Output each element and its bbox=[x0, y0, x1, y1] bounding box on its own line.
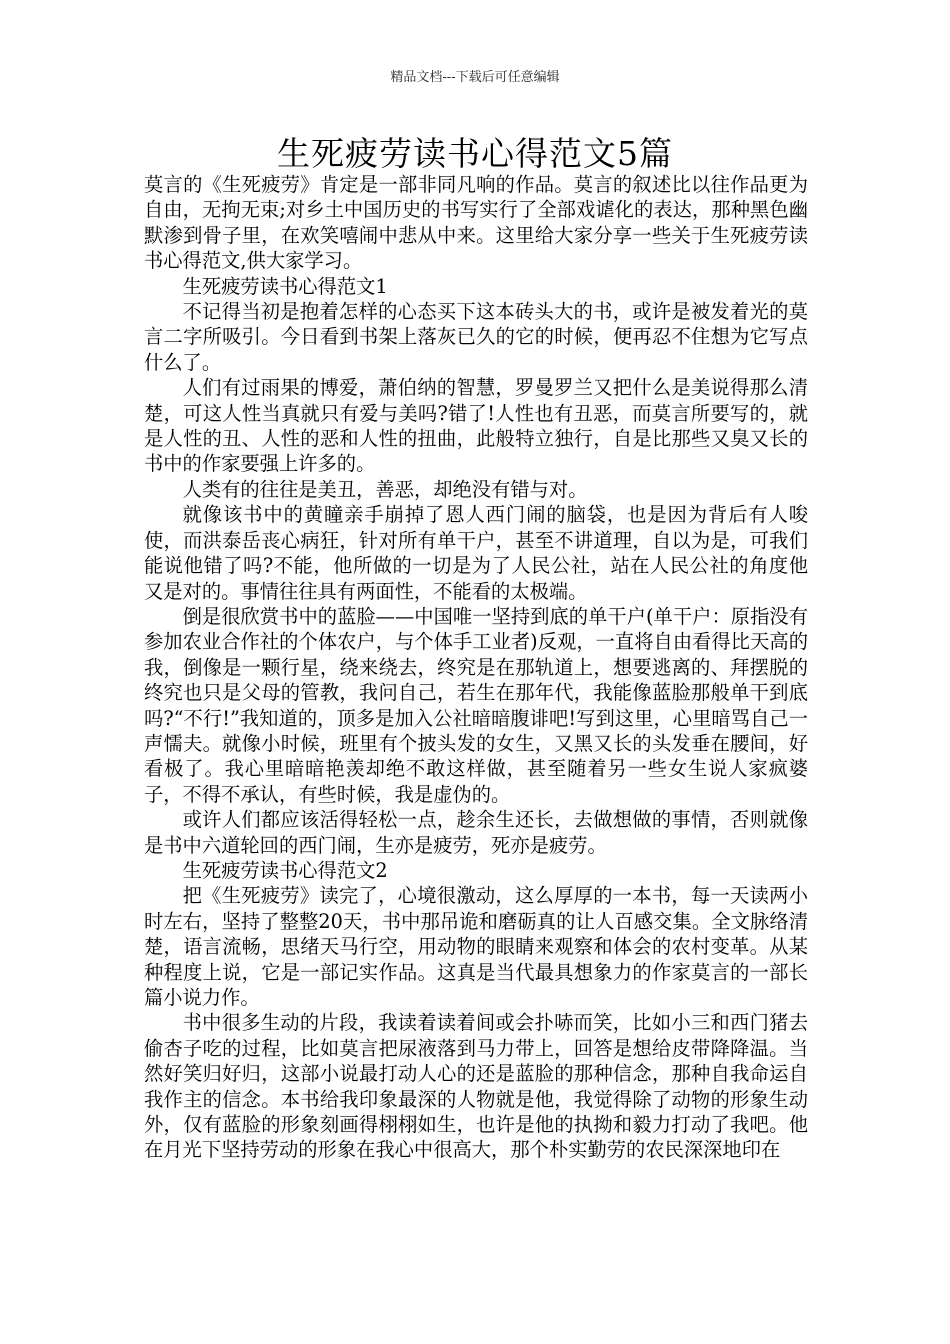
paragraph: 人类有的往往是美丑，善恶，却绝没有错与对。 bbox=[182, 477, 588, 501]
paragraph: 莫言的《生死疲劳》肯定是一部非同凡响的作品。莫言的叙述比以往作品更为自由，无拘无束;对乡土中国历史的书写实行了全部戏谑化的表达，那种黑色幽默渗到骨子里，在欢笑嘻闹中悲从中来。这里给大家分享一些关于生死疲劳读书心得范文,供大家学习。 bbox=[144, 173, 808, 273]
section-heading-1: 生死疲劳读书心得范文1 bbox=[182, 274, 388, 298]
paragraph: 或许人们都应该活得轻松一点，趁余生还长，去做想做的事情，否则就像是书中六道轮回的西门闹，生亦是疲劳，死亦是疲劳。 bbox=[144, 808, 808, 857]
document-title: 生死疲劳读书心得范文5篇 bbox=[277, 134, 673, 173]
paragraph: 倒是很欣赏书中的蓝脸——中国唯一坚持到底的单干户(单干户：原指没有参加农业合作社的个体农户，与个体手工业者)反观，一直将自由看得比天高的我，倒像是一颗行星，绕来绕去，终究是在那轨道上，想要逃离的、拜摆脱的终究也只是父母的管教，我问自己，若生在那年代，我能像蓝脸那般单干到底吗?“不行!”我知道的，顶多是加入公社暗暗腹诽吧!写到这里，心里暗骂自己一声懦夫。就像小时候，班里有个披头发的女生，又黑又长的头发垂在腰间，好看极了。我心里暗暗艳羡却绝不敢这样做，甚至随着另一些女生说人家疯婆子，不得不承认，有些时候，我是虚伪的。 bbox=[144, 604, 808, 806]
page-header: 精品文档---下载后可任意编辑 bbox=[390, 70, 560, 85]
paragraph: 书中很多生动的片段，我读着读着间或会扑哧而笑，比如小三和西门猪去偷杏子吃的过程，比如莫言把尿液落到马力带上，回答是想给皮带降降温。当然好笑归好归，这部小说最打动人心的还是蓝脸的那种信念，那种自我命运自我作主的信念。本书给我印象最深的人物就是他，我觉得除了动物的形象生动外，仅有蓝脸的形象刻画得栩栩如生，也许是他的执拗和毅力打动了我吧。他在月光下坚持劳动的形象在我心中很高大，那个朴实勤劳的农民深深地印在 bbox=[144, 1011, 808, 1162]
section-heading-2: 生死疲劳读书心得范文2 bbox=[182, 858, 388, 882]
paragraph: 人们有过雨果的博爱，萧伯纳的智慧，罗曼罗兰又把什么是美说得那么清楚，可这人性当真就只有爱与美吗?错了!人性也有丑恶，而莫言所要写的，就是人性的丑、人性的恶和人性的扭曲，此般特立独行，自是比那些又臭又长的书中的作家要强上许多的。 bbox=[144, 376, 808, 476]
paragraph: 就像该书中的黄瞳亲手崩掉了恩人西门闹的脑袋，也是因为背后有人唆使，而洪泰岳丧心病狂，针对所有单干户，甚至不讲道理，自以为是，可我们能说他错了吗?不能，他所做的一切是为了人民公社，站在人民公社的角度他又是对的。事情往往具有两面性，不能看的太极端。 bbox=[144, 503, 808, 603]
paragraph: 把《生死疲劳》读完了，心境很激动，这么厚厚的一本书，每一天读两小时左右，坚持了整整20天，书中那吊诡和磨砺真的让人百感交集。全文脉络清楚，语言流畅，思绪天马行空，用动物的眼睛来观察和体会的农村变革。从某种程度上说，它是一部记实作品。这真是当代最具想象力的作家莫言的一部长篇小说力作。 bbox=[144, 884, 808, 1009]
document-body bbox=[144, 172, 808, 1163]
paragraph: 不记得当初是抱着怎样的心态买下这本砖头大的书，或许是被发着光的莫言二字所吸引。今日看到书架上落灰已久的它的时候，便再忍不住想为它写点什么了。 bbox=[144, 300, 808, 374]
